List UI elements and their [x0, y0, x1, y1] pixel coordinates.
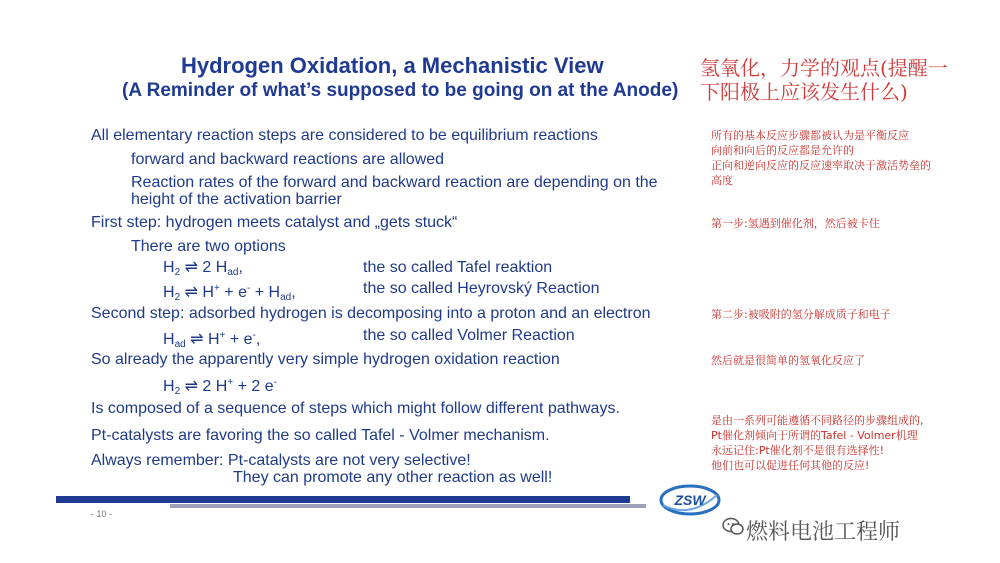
cn-note-second-step: 第二步:被吸附的氢分解成质子和电子 [711, 308, 891, 321]
cn-note-line: 他们也可以促进任何其他的反应! [711, 459, 870, 472]
line-tafel-volmer: Pt-catalysts are favoring the so called Tafel - Volmer mechanism. [91, 427, 550, 444]
cn-note-equilibrium [711, 128, 931, 188]
line-simple-oxidation: So already the apparently very simple hydrogen oxidation reaction [91, 351, 560, 368]
cn-note-line: Pt催化剂倾向于所谓的Tafel - Volmer机理 [711, 429, 918, 442]
line-two-options: There are two options [131, 238, 286, 255]
cn-note-first-step: 第一步:氢遇到催化剂，然后被卡住 [711, 217, 880, 230]
cn-title [700, 56, 948, 104]
cn-note-line: 高度 [711, 174, 733, 187]
zsw-logo [659, 483, 721, 517]
label-heyrovsky: the so called Heyrovský Reaction [363, 280, 600, 297]
equation-heyrovsky: $H_2$ ⇌ $H^+ + e^- + H_{ad}$, [163, 283, 296, 303]
cn-note-line: 正向和逆向反应的反应速率取决于激活势垒的 [711, 159, 931, 172]
line-promote-other: They can promote any other reaction as well! [233, 469, 553, 486]
wechat-icon [722, 517, 744, 537]
label-tafel: the so called Tafel reaktion [363, 259, 553, 276]
cn-title-line-1: 氢氧化，力学的观点(提醒一 [700, 56, 948, 80]
line-always-remember: Always remember: Pt-catalysts are not very selective! [91, 452, 471, 469]
line-reaction-rates-2: height of the activation barrier [131, 191, 342, 208]
cn-note-line: 是由一系列可能遵循不同路径的步骤组成的, [711, 414, 924, 427]
cn-note-line: 永远记住:Pt催化剂不是很有选择性! [711, 444, 885, 457]
page-number: - 10 - [91, 509, 113, 519]
line-second-step: Second step: adsorbed hydrogen is decomposing into a proton and an electron [91, 305, 651, 322]
footer-bar-light [170, 504, 646, 508]
watermark: 燃料电池工程师 [746, 520, 901, 545]
footer-bar-dark [56, 496, 630, 503]
cn-note-line: 所有的基本反应步骤都被认为是平衡反应 [711, 129, 909, 142]
cn-note-line: 向前和向后的反应都是允许的 [711, 144, 854, 157]
label-volmer: the so called Volmer Reaction [363, 327, 575, 344]
equation-volmer: $H_{ad}$ ⇌ H+ + e-, [163, 330, 261, 350]
cn-note-sequence [711, 413, 924, 473]
line-forward-backward: forward and backward reactions are allowed [131, 151, 445, 168]
slide-subtitle: (A Reminder of what’s supposed to be going on at the Anode) [122, 80, 679, 101]
line-first-step: First step: hydrogen meets catalyst and „gets stuck“ [91, 214, 458, 231]
zsw-logo-text: ZSW [674, 492, 706, 508]
line-sequence-steps: Is composed of a sequence of steps which might follow different pathways. [91, 400, 620, 417]
line-equilibrium: All elementary reaction steps are considered to be equilibrium reactions [91, 127, 598, 144]
cn-title-line-2: 下阳极上应该发生什么) [700, 80, 908, 104]
slide-title: Hydrogen Oxidation, a Mechanistic View [181, 53, 604, 78]
cn-note-simple-reaction: 然后就是很简单的氢氧化反应了 [711, 354, 865, 367]
equation-overall: $H_2$ ⇌ 2 H+ + 2 e- [163, 377, 277, 397]
equation-tafel: $H_2$ ⇌ 2 $H_{ad}$, [163, 259, 243, 278]
line-reaction-rates-1: Reaction rates of the forward and backward reaction are depending on the [131, 174, 658, 191]
